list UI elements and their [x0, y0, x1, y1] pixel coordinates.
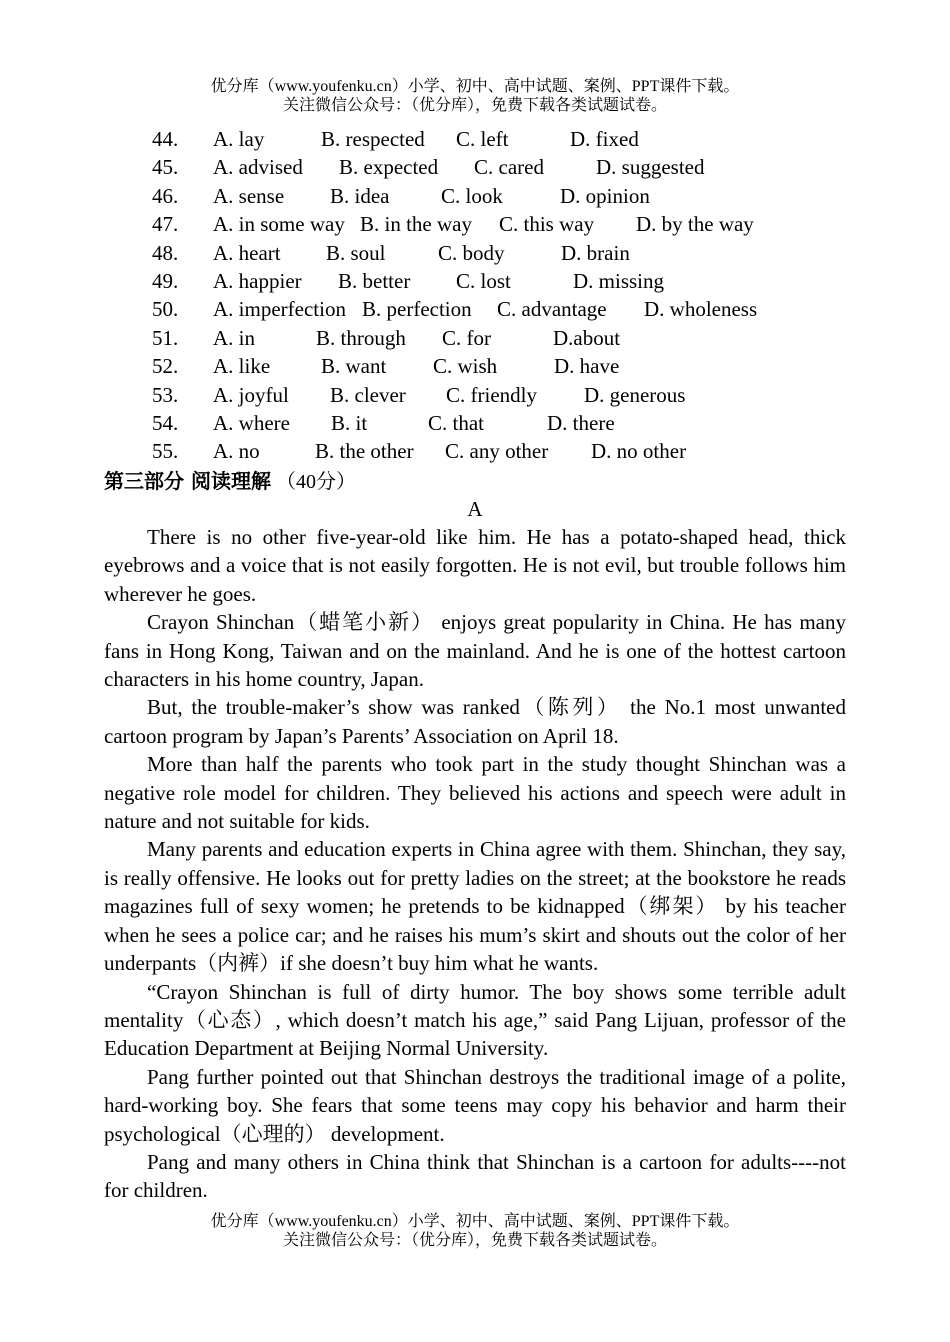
option-b: B. soul	[326, 240, 386, 265]
question-row	[0, 210, 950, 238]
option-d: D. brain	[561, 240, 630, 265]
option-d: D. fixed	[570, 127, 639, 151]
option-a: A. in some way	[213, 212, 345, 237]
option-c: C. for	[442, 325, 491, 350]
option-d: D. have	[554, 354, 620, 379]
option-b: B. the other	[315, 439, 414, 464]
question-number: 46.	[152, 183, 179, 208]
option-d: D. there	[547, 410, 615, 435]
footer-line-1: 优分库（www.youfenku.cn）小学、初中、高中试题、案例、PPT课件下载。	[210, 1213, 740, 1230]
option-b: B. want	[321, 354, 387, 379]
option-b: B. expected	[339, 155, 439, 180]
option-c: C. friendly	[446, 382, 537, 407]
question-row	[0, 182, 950, 210]
option-b: B. in the way	[360, 212, 472, 237]
option-b: B. better	[338, 268, 411, 293]
option-c: C. advantage	[497, 297, 607, 322]
page-header	[0, 77, 950, 115]
question-number: 49.	[152, 268, 179, 293]
option-b: B. it	[331, 410, 368, 435]
option-b: B. perfection	[362, 297, 472, 322]
question-row	[0, 267, 950, 295]
option-a: A. sense	[213, 183, 285, 208]
question-number: 44.	[152, 127, 179, 151]
question-row	[0, 381, 950, 409]
passage-paragraph: Pang and many others in China think that Shinchan is a cartoon for adults----not for children.	[104, 1149, 846, 1203]
question-number: 51.	[152, 325, 179, 350]
option-c: C. body	[438, 240, 505, 265]
passage-letter: A	[467, 497, 483, 521]
passage-paragraph: But, the trouble-maker’s show was ranked（陈列） the No.1 most unwanted cartoon program by Japan’s Parents’ Association on April 18.	[104, 695, 846, 748]
option-a: A. advised	[213, 155, 303, 180]
option-d: D. missing	[573, 268, 665, 293]
option-c: C. left	[456, 127, 509, 151]
question-row	[0, 153, 950, 181]
question-number: 50.	[152, 297, 179, 322]
option-c: C. that	[428, 410, 484, 435]
option-d: D. wholeness	[644, 297, 758, 322]
option-d: D. generous	[584, 382, 686, 407]
option-a: A. joyful	[213, 382, 289, 407]
option-d: D. by the way	[636, 212, 754, 237]
option-d: D. no other	[591, 439, 687, 464]
question-row	[0, 239, 950, 267]
passage-paragraph: “Crayon Shinchan is full of dirty humor. The boy shows some terrible adult mentality（心态）, which doesn’t match his age,” said Pang Lijuan, professor of the Education Department at Beijing Normal University.	[104, 979, 846, 1061]
option-c: C. wish	[433, 354, 498, 379]
option-a: A. happier	[213, 268, 302, 293]
section-points: （40分）	[275, 471, 356, 493]
option-a: A. like	[213, 354, 271, 379]
question-number: 54.	[152, 410, 179, 435]
question-number: 55.	[152, 439, 179, 464]
passage-paragraph: Pang further pointed out that Shinchan destroys the traditional image of a polite, hard-working boy. She fears that some teens may copy his behavior and harm their psychological（心理的） development.	[104, 1064, 846, 1146]
question-row	[0, 437, 950, 465]
option-b: B. idea	[330, 183, 390, 208]
question-number: 48.	[152, 240, 179, 265]
option-a: A. imperfection	[213, 297, 346, 322]
option-c: C. look	[441, 183, 503, 208]
option-d: D.about	[553, 325, 621, 350]
option-c: C. any other	[445, 439, 549, 464]
option-a: A. where	[213, 410, 290, 435]
question-number: 47.	[152, 212, 179, 237]
option-c: C. cared	[474, 155, 544, 180]
question-number: 52.	[152, 354, 179, 379]
passage-paragraph: There is no other five-year-old like him. He has a potato-shaped head, thick eyebrows and a voice that is not easily forgotten. He is not evil, but trouble follows him wherever he goes.	[104, 525, 846, 606]
question-row	[0, 295, 950, 323]
option-a: A. heart	[213, 240, 281, 265]
question-options-list	[0, 125, 950, 466]
option-b: B. clever	[330, 382, 406, 407]
option-d: D. suggested	[596, 155, 705, 180]
option-b: B. through	[316, 325, 406, 350]
option-b: B. respected	[321, 127, 425, 151]
option-a: A. no	[213, 439, 260, 464]
passage-body	[104, 523, 846, 1205]
header-line-2: 关注微信公众号：（优分库），免费下载各类试题试卷。	[282, 97, 667, 114]
section-title: 第三部分 阅读理解	[104, 469, 271, 493]
question-number: 45.	[152, 155, 179, 180]
passage-paragraph: Many parents and education experts in China agree with them. Shinchan, they say, is really offensive. He looks out for pretty ladies on the street; at the bookstore he reads magazines full of sexy women; he pretends to be kidnapped（绑架） by his teacher when he sees a police car; and he raises his mum’s skirt and shouts out the color of her underpants（内裤）if she doesn’t buy him what he wants.	[104, 837, 846, 976]
question-number: 53.	[152, 382, 179, 407]
section-heading	[104, 467, 356, 496]
option-c: C. this way	[499, 212, 595, 237]
passage-paragraph: More than half the parents who took part in the study thought Shinchan was a negative role model for children. They believed his actions and speech were adult in nature and not suitable for kids.	[104, 752, 846, 834]
question-row	[0, 125, 950, 153]
page-footer	[0, 1212, 950, 1250]
option-c: C. lost	[456, 268, 511, 293]
header-line-1: 优分库（www.youfenku.cn）小学、初中、高中试题、案例、PPT课件下载。	[210, 78, 740, 95]
question-row	[0, 352, 950, 380]
question-row	[0, 324, 950, 352]
passage-paragraph: Crayon Shinchan（蜡笔小新） enjoys great popularity in China. He has many fans in Hong Kong, Taiwan and on the mainland. And he is one of the hottest cartoon characters in his home country, Japan.	[104, 610, 846, 692]
option-a: A. in	[213, 325, 255, 350]
question-row	[0, 409, 950, 437]
option-a: A. lay	[213, 127, 265, 151]
option-d: D. opinion	[560, 183, 650, 208]
footer-line-2: 关注微信公众号：（优分库），免费下载各类试题试卷。	[282, 1232, 667, 1249]
